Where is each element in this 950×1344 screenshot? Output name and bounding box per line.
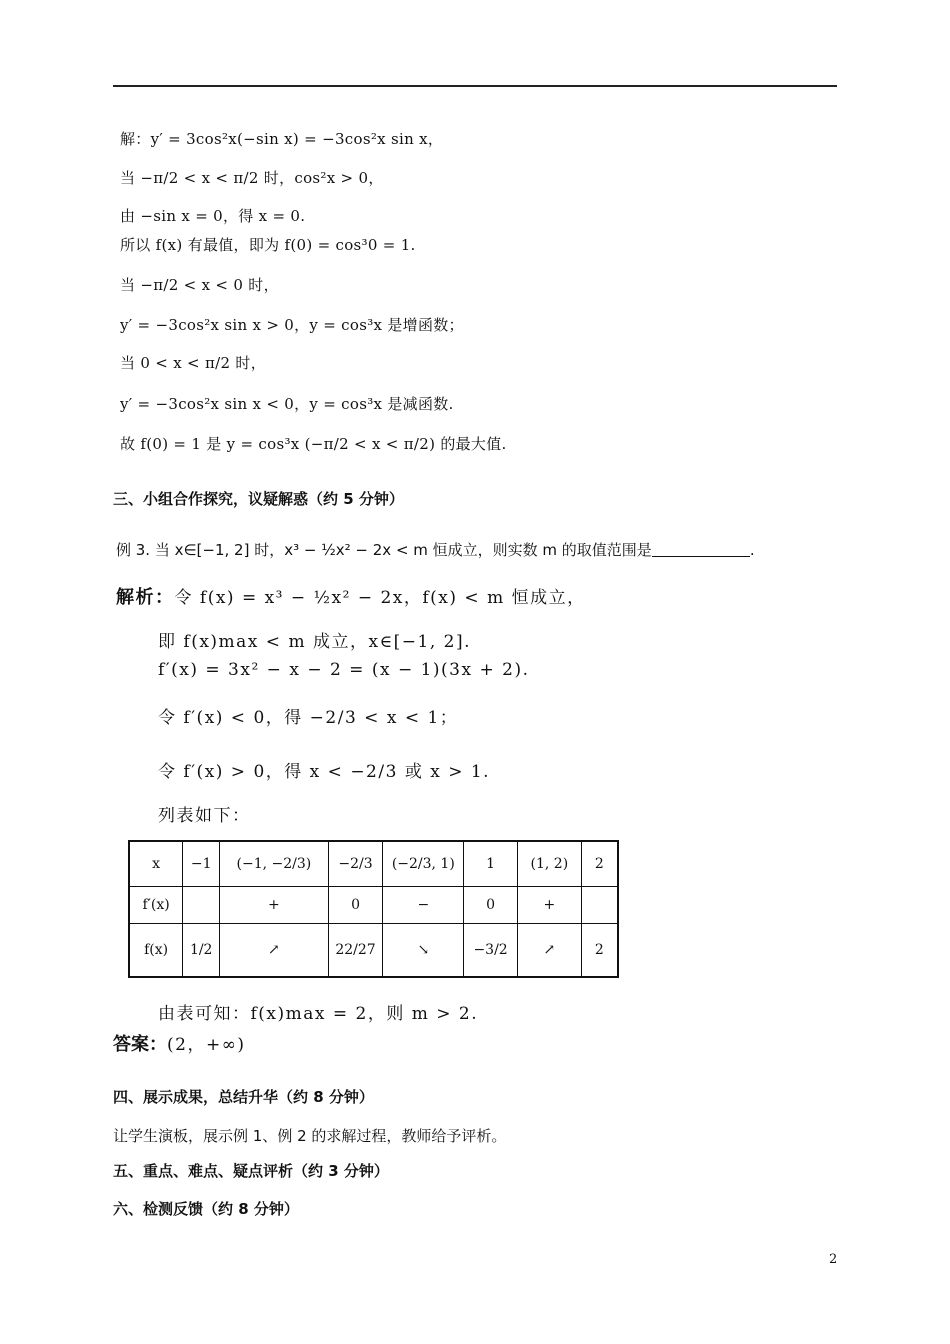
table-cell: 2 bbox=[581, 923, 618, 977]
solution-line-6: y′ = −3cos²x sin x > 0，y = cos³x 是增函数； bbox=[120, 316, 464, 334]
table-cell: − bbox=[383, 886, 464, 923]
table-cell: f(x) bbox=[129, 923, 183, 977]
solution-line-2: 当 −π/2 < x < π/2 时，cos²x > 0， bbox=[120, 169, 384, 187]
table-row-function bbox=[129, 923, 618, 977]
table-row-derivative bbox=[129, 886, 618, 923]
function-table bbox=[128, 840, 619, 978]
example-3-text: 例 3. 当 x∈[−1, 2] 时，x³ − ½x² − 2x < m 恒成立，则实数 m 的取值范围是 bbox=[116, 541, 652, 559]
table-cell: −2/3 bbox=[328, 841, 383, 886]
table-cell: ↘ bbox=[383, 923, 464, 977]
table-cell bbox=[581, 886, 618, 923]
table-cell: ↗ bbox=[518, 923, 582, 977]
example-3-end: . bbox=[749, 541, 755, 559]
section-3-heading: 三、小组合作探究，议疑解惑（约 5 分钟） bbox=[113, 490, 404, 508]
solution-line-5: 当 −π/2 < x < 0 时， bbox=[120, 276, 279, 294]
table-cell: f′(x) bbox=[129, 886, 183, 923]
section-6-heading: 六、检测反馈（约 8 分钟） bbox=[113, 1200, 299, 1218]
solution-2-line-4: 令 f′(x) < 0，得 −2/3 < x < 1； bbox=[158, 708, 459, 728]
table-cell: −1 bbox=[183, 841, 220, 886]
solution-2-line-1 bbox=[116, 583, 586, 609]
answer-line bbox=[113, 1030, 246, 1056]
page-number: 2 bbox=[829, 1252, 838, 1267]
table-cell bbox=[183, 886, 220, 923]
table-cell: (−1, −2/3) bbox=[220, 841, 328, 886]
table-cell: 1 bbox=[464, 841, 518, 886]
solution-2-line-5: 令 f′(x) > 0，得 x < −2/3 或 x > 1. bbox=[158, 762, 491, 782]
header-rule bbox=[113, 85, 837, 87]
table-cell: + bbox=[518, 886, 582, 923]
solution-2-label: 解析： bbox=[116, 587, 175, 608]
solution-line-1: 解：y′ = 3cos²x(−sin x) = −3cos²x sin x， bbox=[120, 130, 444, 148]
table-cell: −3/2 bbox=[464, 923, 518, 977]
table-cell: 2 bbox=[581, 841, 618, 886]
table-cell: (1, 2) bbox=[518, 841, 582, 886]
answer-value: (2，+∞) bbox=[167, 1035, 246, 1055]
section-4-body: 让学生演板，展示例 1、例 2 的求解过程，教师给予评析。 bbox=[113, 1127, 507, 1145]
answer-blank bbox=[652, 542, 750, 557]
table-cell: 22/27 bbox=[328, 923, 383, 977]
table-cell: ↗ bbox=[220, 923, 328, 977]
solution-line-8: y′ = −3cos²x sin x < 0，y = cos³x 是减函数. bbox=[120, 395, 454, 413]
solution-2-line-3: f′(x) = 3x² − x − 2 = (x − 1)(3x + 2). bbox=[158, 660, 530, 680]
solution-line-9: 故 f(0) = 1 是 y = cos³x (−π/2 < x < π/2) 的最大值. bbox=[120, 435, 507, 453]
solution-line-3: 由 −sin x = 0，得 x = 0. bbox=[120, 207, 306, 225]
answer-label: 答案： bbox=[113, 1034, 167, 1055]
table-cell: 1/2 bbox=[183, 923, 220, 977]
section-4-heading: 四、展示成果，总结升华（约 8 分钟） bbox=[113, 1088, 374, 1106]
table-cell: x bbox=[129, 841, 183, 886]
conclusion: 由表可知：f(x)max = 2，则 m > 2. bbox=[158, 1004, 479, 1024]
solution-2-line-2: 即 f(x)max < m 成立，x∈[−1, 2]. bbox=[158, 632, 471, 652]
example-3 bbox=[116, 539, 755, 560]
solution-line-4: 所以 f(x) 有最值，即为 f(0) = cos³0 = 1. bbox=[120, 236, 416, 254]
table-cell: 0 bbox=[464, 886, 518, 923]
table-cell: + bbox=[220, 886, 328, 923]
solution-2-line-6: 列表如下： bbox=[158, 806, 251, 826]
section-5-heading: 五、重点、难点、疑点评析（约 3 分钟） bbox=[113, 1162, 389, 1180]
solution-2-line-1-text: 令 f(x) = x³ − ½x² − 2x，f(x) < m 恒成立， bbox=[174, 588, 586, 608]
solution-line-7: 当 0 < x < π/2 时， bbox=[120, 354, 267, 372]
table-cell: (−2/3, 1) bbox=[383, 841, 464, 886]
table-cell: 0 bbox=[328, 886, 383, 923]
table-row-x bbox=[129, 841, 618, 886]
